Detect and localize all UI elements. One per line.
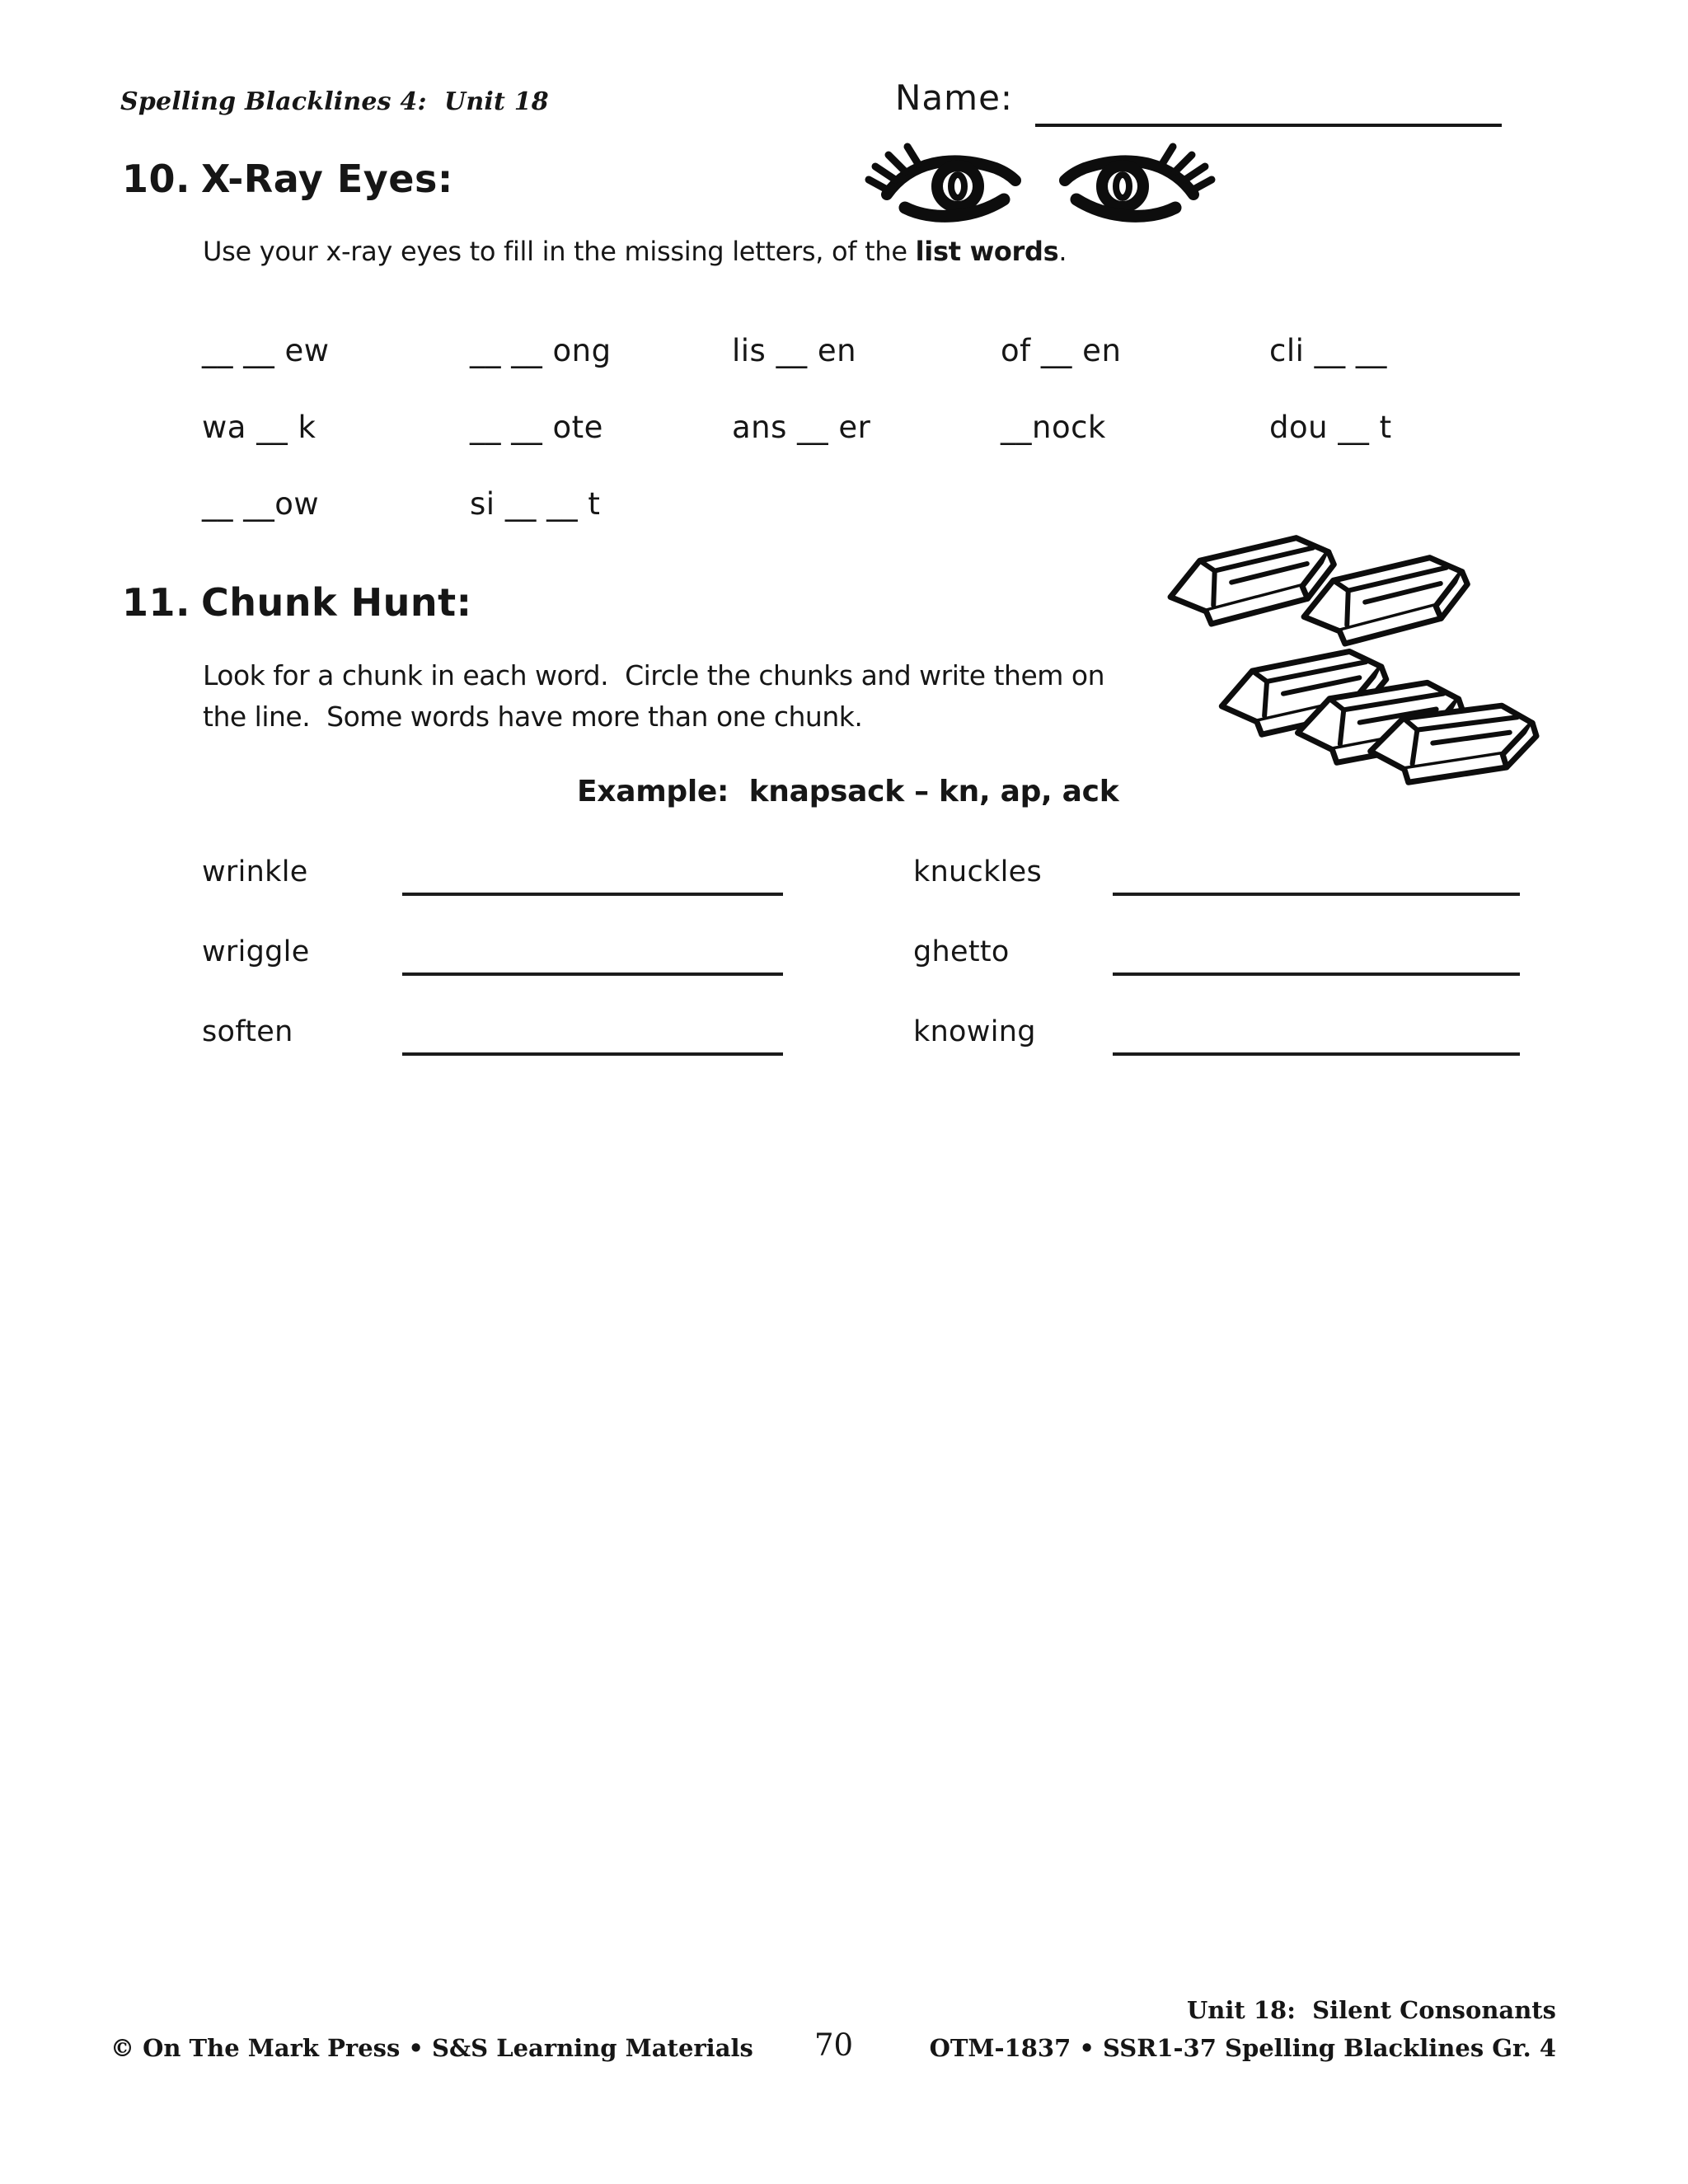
fill-blank-cell: ans __ er (732, 410, 871, 445)
footer-unit-title: Unit 18: Silent Consonants (1187, 1996, 1556, 2024)
answer-line (1113, 893, 1520, 896)
chunk-word: wrinkle (202, 855, 308, 888)
section10-instruction (203, 236, 1067, 267)
fill-blank-cell: __ __ ote (470, 410, 603, 445)
answer-line (402, 972, 783, 976)
chunk-word: soften (202, 1015, 293, 1048)
answer-line (402, 893, 783, 896)
chunk-word: wriggle (202, 935, 310, 968)
book-title: Spelling Blacklines 4: Unit 18 (120, 87, 549, 116)
fill-blank-cell: __ __ ong (470, 333, 612, 368)
instruction-text: Use your x-ray eyes to fill in the missing letters, of the (203, 236, 916, 267)
fill-blank-cell: __nock (1001, 410, 1106, 445)
chunk-word: knuckles (913, 855, 1043, 888)
instruction-period: . (1058, 236, 1067, 267)
chocolate-chunks-icon (1147, 534, 1541, 788)
footer-product-code: OTM-1837 • SSR1-37 Spelling Blacklines Gr. 4 (929, 2034, 1556, 2062)
fill-blank-cell: si __ __ t (470, 486, 601, 522)
section11-number: 11. (122, 580, 190, 625)
fill-blank-cell: __ __ ew (202, 333, 330, 368)
footer-copyright: © On The Mark Press • S&S Learning Materials (110, 2034, 753, 2062)
section11-instruction-line2: the line. Some words have more than one chunk. (203, 701, 863, 733)
section10-number: 10. (122, 157, 190, 201)
xray-eyes-icon (862, 137, 1218, 226)
example-line: Example: knapsack – kn, ap, ack (577, 775, 1119, 808)
answer-line (1113, 972, 1520, 976)
section10-title: X-Ray Eyes: (201, 157, 453, 201)
footer-page-number: 70 (814, 2027, 854, 2063)
fill-blank-cell: of __ en (1001, 333, 1122, 368)
fill-blank-cell: __ __ow (202, 486, 320, 522)
fill-blank-cell: lis __ en (732, 333, 857, 368)
list-words-emphasis: list words (915, 236, 1059, 267)
name-label: Name: (895, 77, 1014, 118)
fill-blank-cell: dou __ t (1269, 410, 1392, 445)
section11-title: Chunk Hunt: (201, 580, 472, 625)
chunk-word: knowing (913, 1015, 1036, 1048)
fill-blank-cell: wa __ k (202, 410, 316, 445)
name-field-line (1035, 87, 1502, 127)
chunk-word: ghetto (913, 935, 1010, 968)
fill-blank-cell: cli __ __ (1269, 333, 1387, 368)
answer-line (402, 1052, 783, 1056)
answer-line (1113, 1052, 1520, 1056)
section11-instruction-line1: Look for a chunk in each word. Circle the chunks and write them on (203, 659, 1104, 691)
